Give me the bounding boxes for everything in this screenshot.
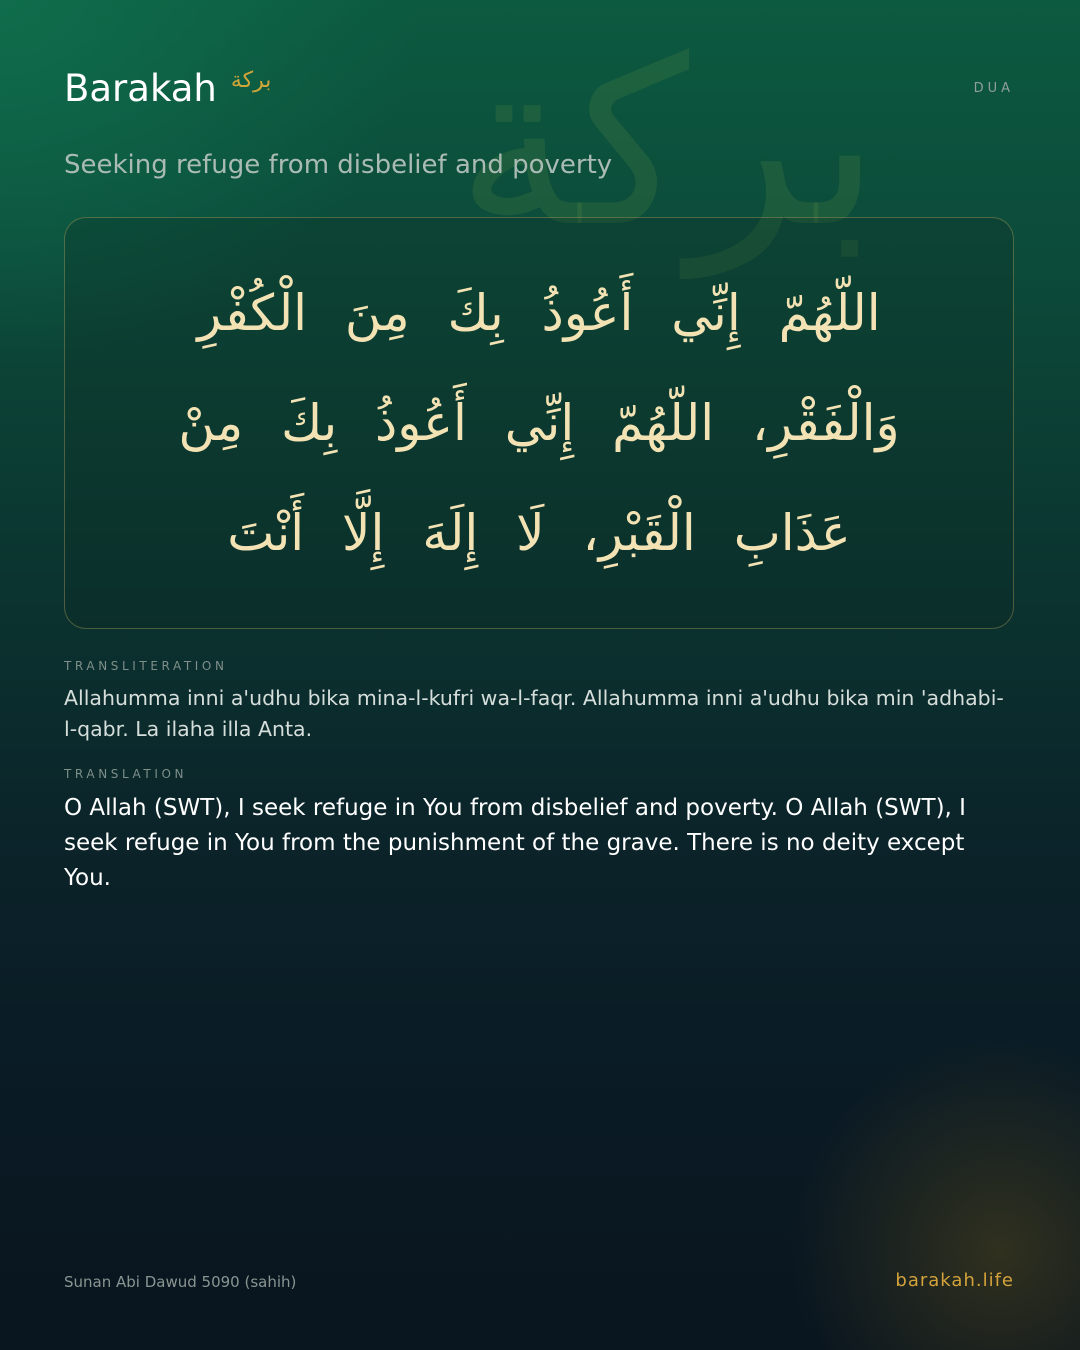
arabic-line: عَذَابِ الْقَبْرِ، لَا إِلَهَ إِلَّا أَنْتَ bbox=[227, 504, 851, 562]
dua-subtitle: Seeking refuge from disbelief and poverty bbox=[64, 150, 613, 180]
arabic-text-card bbox=[64, 217, 1014, 629]
translation-text: O Allah (SWT), I seek refuge in You from disbelief and poverty. O Allah (SWT), I seek refuge in You from the punishment of the grave. There is no deity except You. bbox=[64, 795, 966, 891]
translation-label: TRANSLATION bbox=[64, 767, 188, 781]
category-label: DUA bbox=[973, 81, 1014, 96]
brand-arabic: بركة bbox=[230, 68, 272, 93]
arabic-line: وَالْفَقْرِ، اللّهُمّ إِنِّي أَعُوذُ بِكَ مِنْ bbox=[178, 394, 900, 452]
arabic-line: اللّهُمّ إِنِّي أَعُوذُ بِكَ مِنَ الْكُفْرِ bbox=[197, 284, 881, 342]
brand-watermark: بركة bbox=[456, 11, 880, 278]
brand-header bbox=[64, 66, 271, 112]
brand-name: Barakah bbox=[64, 67, 217, 110]
transliteration-label: TRANSLITERATION bbox=[64, 659, 228, 673]
transliteration-text: Allahumma inni a'udhu bika mina-l-kufri wa-l-faqr. Allahumma inni a'udhu bika min 'adhabi-l-qabr. La ilaha illa Anta. bbox=[64, 686, 1004, 741]
source-citation: Sunan Abi Dawud 5090 (sahih) bbox=[64, 1273, 297, 1291]
site-link[interactable]: barakah.life bbox=[895, 1270, 1014, 1291]
